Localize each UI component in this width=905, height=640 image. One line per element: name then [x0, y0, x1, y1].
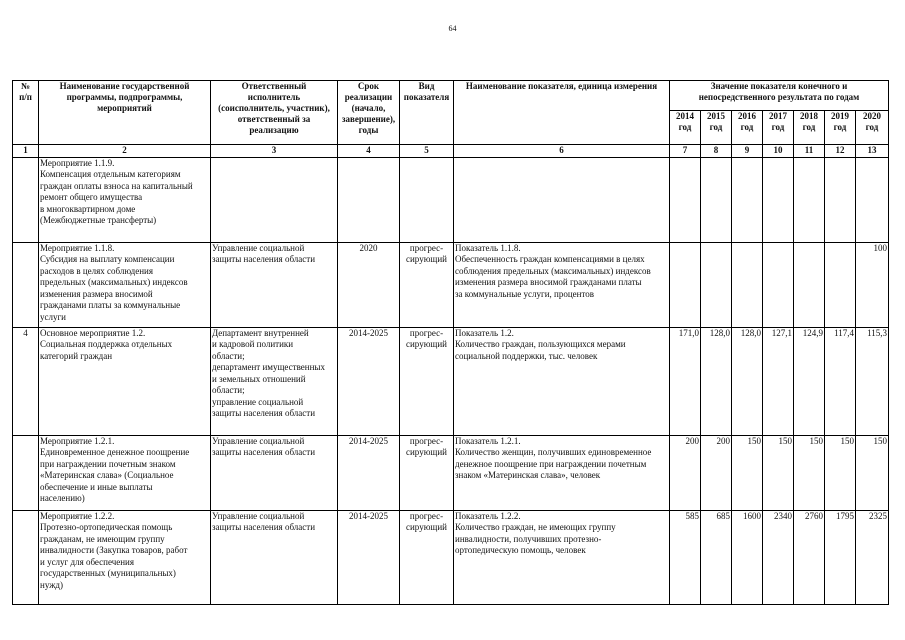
row-value: 150	[794, 435, 825, 510]
row-value: 150	[856, 435, 889, 510]
row-value: 1795	[825, 510, 856, 604]
header-name: Наименование государственной программы, подпрограммы, мероприятий	[39, 81, 211, 145]
row-value: 2325	[856, 510, 889, 604]
row-num	[13, 510, 39, 604]
row-indicator: Показатель 1.2. Количество граждан, пользующихся мерами социальной поддержки, тыс. человек	[454, 327, 670, 435]
row-num: 4	[13, 327, 39, 435]
row-indicator	[454, 157, 670, 242]
column-number: 12	[825, 145, 856, 158]
row-value	[825, 242, 856, 327]
row-kind: прогрес- сирующий	[400, 327, 454, 435]
row-term	[338, 157, 400, 242]
header-year: 2016 год	[732, 111, 763, 145]
row-num	[13, 242, 39, 327]
row-value: 117,4	[825, 327, 856, 435]
row-term: 2020	[338, 242, 400, 327]
row-kind: прогрес- сирующий	[400, 435, 454, 510]
column-number: 1	[13, 145, 39, 158]
row-value: 200	[701, 435, 732, 510]
header-year: 2015 год	[701, 111, 732, 145]
row-value: 685	[701, 510, 732, 604]
row-term: 2014-2025	[338, 510, 400, 604]
table-row	[13, 327, 889, 435]
row-term: 2014-2025	[338, 435, 400, 510]
row-value	[856, 157, 889, 242]
row-value	[701, 157, 732, 242]
row-value	[794, 242, 825, 327]
column-number: 2	[39, 145, 211, 158]
header-term: Срок реализации (начало, завершение), годы	[338, 81, 400, 145]
row-value: 100	[856, 242, 889, 327]
header-kind: Вид показателя	[400, 81, 454, 145]
row-value	[825, 157, 856, 242]
row-value	[732, 242, 763, 327]
header-year: 2018 год	[794, 111, 825, 145]
row-value	[670, 157, 701, 242]
header-indicator: Наименование показателя, единица измерения	[454, 81, 670, 145]
row-kind: прогрес- сирующий	[400, 242, 454, 327]
row-value: 2340	[763, 510, 794, 604]
row-value	[670, 242, 701, 327]
column-number: 13	[856, 145, 889, 158]
row-kind	[400, 157, 454, 242]
column-number: 5	[400, 145, 454, 158]
table-row	[13, 157, 889, 242]
column-number: 11	[794, 145, 825, 158]
table-row	[13, 510, 889, 604]
column-number: 8	[701, 145, 732, 158]
row-value: 1600	[732, 510, 763, 604]
table-row	[13, 242, 889, 327]
row-term: 2014-2025	[338, 327, 400, 435]
header-responsible: Ответственный исполнитель (соисполнитель, участник), ответственный за реализацию	[211, 81, 338, 145]
row-value: 115,3	[856, 327, 889, 435]
row-name: Мероприятие 1.2.2. Протезно-ортопедическая помощь гражданам, не имеющим группу инвалидности (Закупка товаров, работ и услуг для обеспечения государственных (муниципальных) нужд)	[39, 510, 211, 604]
row-responsible: Управление социальной защиты населения области	[211, 510, 338, 604]
row-num	[13, 157, 39, 242]
indicators-table	[12, 80, 889, 605]
row-responsible	[211, 157, 338, 242]
header-num: № п/п	[13, 81, 39, 145]
row-num	[13, 435, 39, 510]
row-value	[763, 157, 794, 242]
row-value: 150	[732, 435, 763, 510]
row-name: Основное мероприятие 1.2. Социальная поддержка отдельных категорий граждан	[39, 327, 211, 435]
table-row	[13, 435, 889, 510]
row-responsible: Управление социальной защиты населения области	[211, 435, 338, 510]
column-number: 4	[338, 145, 400, 158]
row-name: Мероприятие 1.1.8. Субсидия на выплату компенсации расходов в целях соблюдения предельных (максимальных) индексов изменения размера вносимой гражданами платы за коммунальные услуги	[39, 242, 211, 327]
header-year: 2017 год	[763, 111, 794, 145]
row-value: 2760	[794, 510, 825, 604]
column-number: 6	[454, 145, 670, 158]
header-year: 2019 год	[825, 111, 856, 145]
row-value	[701, 242, 732, 327]
column-number: 7	[670, 145, 701, 158]
page-number: 64	[448, 24, 457, 33]
row-value	[763, 242, 794, 327]
header-year: 2014 год	[670, 111, 701, 145]
column-number: 3	[211, 145, 338, 158]
row-value: 127,1	[763, 327, 794, 435]
row-value: 171,0	[670, 327, 701, 435]
row-value: 200	[670, 435, 701, 510]
row-value: 150	[825, 435, 856, 510]
header-values: Значение показателя конечного и непосредственного результата по годам	[670, 81, 889, 111]
row-responsible: Управление социальной защиты населения области	[211, 242, 338, 327]
row-name: Мероприятие 1.2.1. Единовременное денежное поощрение при награждении почетным знаком «Материнская слава» (Социальное обеспечение и иные выплаты населению)	[39, 435, 211, 510]
row-kind: прогрес- сирующий	[400, 510, 454, 604]
row-indicator: Показатель 1.1.8. Обеспеченность граждан компенсациями в целях соблюдения предельных (максимальных) индексов изменения размера вносимой гражданами платы за коммунальные услуги, процентов	[454, 242, 670, 327]
column-numbers-row	[13, 145, 889, 158]
row-indicator: Показатель 1.2.2. Количество граждан, не имеющих группу инвалидности, получивших протезно- ортопедическую помощь, человек	[454, 510, 670, 604]
row-name: Мероприятие 1.1.9. Компенсация отдельным категориям граждан оплаты взноса на капитальный ремонт общего имущества в многоквартирном доме (Межбюджетные трансферты)	[39, 157, 211, 242]
column-number: 9	[732, 145, 763, 158]
row-value: 585	[670, 510, 701, 604]
row-value: 128,0	[732, 327, 763, 435]
row-value	[732, 157, 763, 242]
row-responsible: Департамент внутренней и кадровой политики области; департамент имущественных и земельных отношений области; управление социальной защиты населения области	[211, 327, 338, 435]
row-value: 128,0	[701, 327, 732, 435]
column-number: 10	[763, 145, 794, 158]
header-year: 2020 год	[856, 111, 889, 145]
row-indicator: Показатель 1.2.1. Количество женщин, получивших единовременное денежное поощрение при награждении почетным знаком «Материнская слава», человек	[454, 435, 670, 510]
row-value: 150	[763, 435, 794, 510]
row-value: 124,9	[794, 327, 825, 435]
row-value	[794, 157, 825, 242]
